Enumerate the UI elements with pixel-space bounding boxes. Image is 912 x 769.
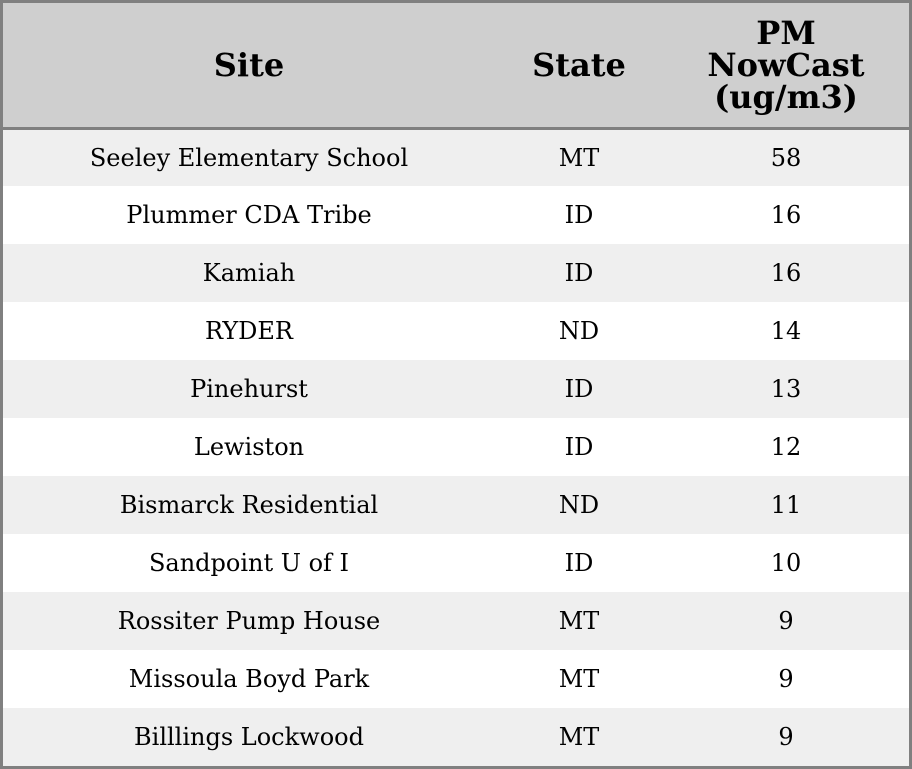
table-row [3,186,909,244]
cell-pm-nowcast: 16 [770,201,802,229]
cell-site: Lewiston [193,433,305,461]
header-pm-line-3: (ug/m3) [714,77,858,116]
cell-pm-nowcast: 14 [770,317,802,345]
cell-site: Pinehurst [190,375,308,403]
cell-pm-nowcast: 9 [778,723,794,751]
pm-nowcast-table [3,3,909,766]
table-row [3,650,909,708]
header-pm-nowcast [663,3,909,128]
cell-state: ND [558,491,600,519]
cell-site: Kamiah [202,259,296,287]
cell-site: RYDER [204,317,293,345]
table-row [3,418,909,476]
cell-pm-nowcast: 58 [770,143,802,172]
cell-pm-nowcast: 9 [778,607,794,635]
header-row [3,3,909,128]
cell-site: Rossiter Pump House [117,607,381,635]
header-pm-line-1: PM [756,13,816,52]
cell-site: Bismarck Residential [119,491,379,519]
cell-state: MT [558,665,600,693]
cell-state: MT [558,723,600,751]
table-row [3,244,909,302]
cell-pm-nowcast: 11 [770,491,802,519]
cell-state: MT [558,607,600,635]
table-row [3,708,909,766]
cell-site: Missoula Boyd Park [128,665,370,693]
cell-state: MT [558,143,600,172]
table-row [3,534,909,592]
table-row [3,476,909,534]
cell-state: ID [564,433,594,461]
cell-state: ID [564,375,594,403]
table-row [3,302,909,360]
cell-pm-nowcast: 9 [778,665,794,693]
header-state: State [495,3,663,128]
cell-site: Plummer CDA Tribe [126,201,372,229]
cell-state: ID [564,259,594,287]
header-pm-line-2: NowCast [707,45,865,84]
table-body [3,128,909,766]
cell-site: Sandpoint U of I [148,549,350,577]
table-row [3,360,909,418]
cell-state: ID [564,549,594,577]
cell-pm-nowcast: 10 [770,549,802,577]
cell-pm-nowcast: 12 [770,433,802,461]
cell-site: Billlings Lockwood [134,723,364,751]
table-header [3,3,909,128]
cell-pm-nowcast: 13 [770,375,802,403]
table-row [3,128,909,186]
cell-state: ND [558,317,600,345]
cell-state: ID [564,201,594,229]
cell-pm-nowcast: 16 [770,259,802,287]
header-site: Site [3,3,495,128]
cell-site: Seeley Elementary School [89,143,409,172]
table-row [3,592,909,650]
